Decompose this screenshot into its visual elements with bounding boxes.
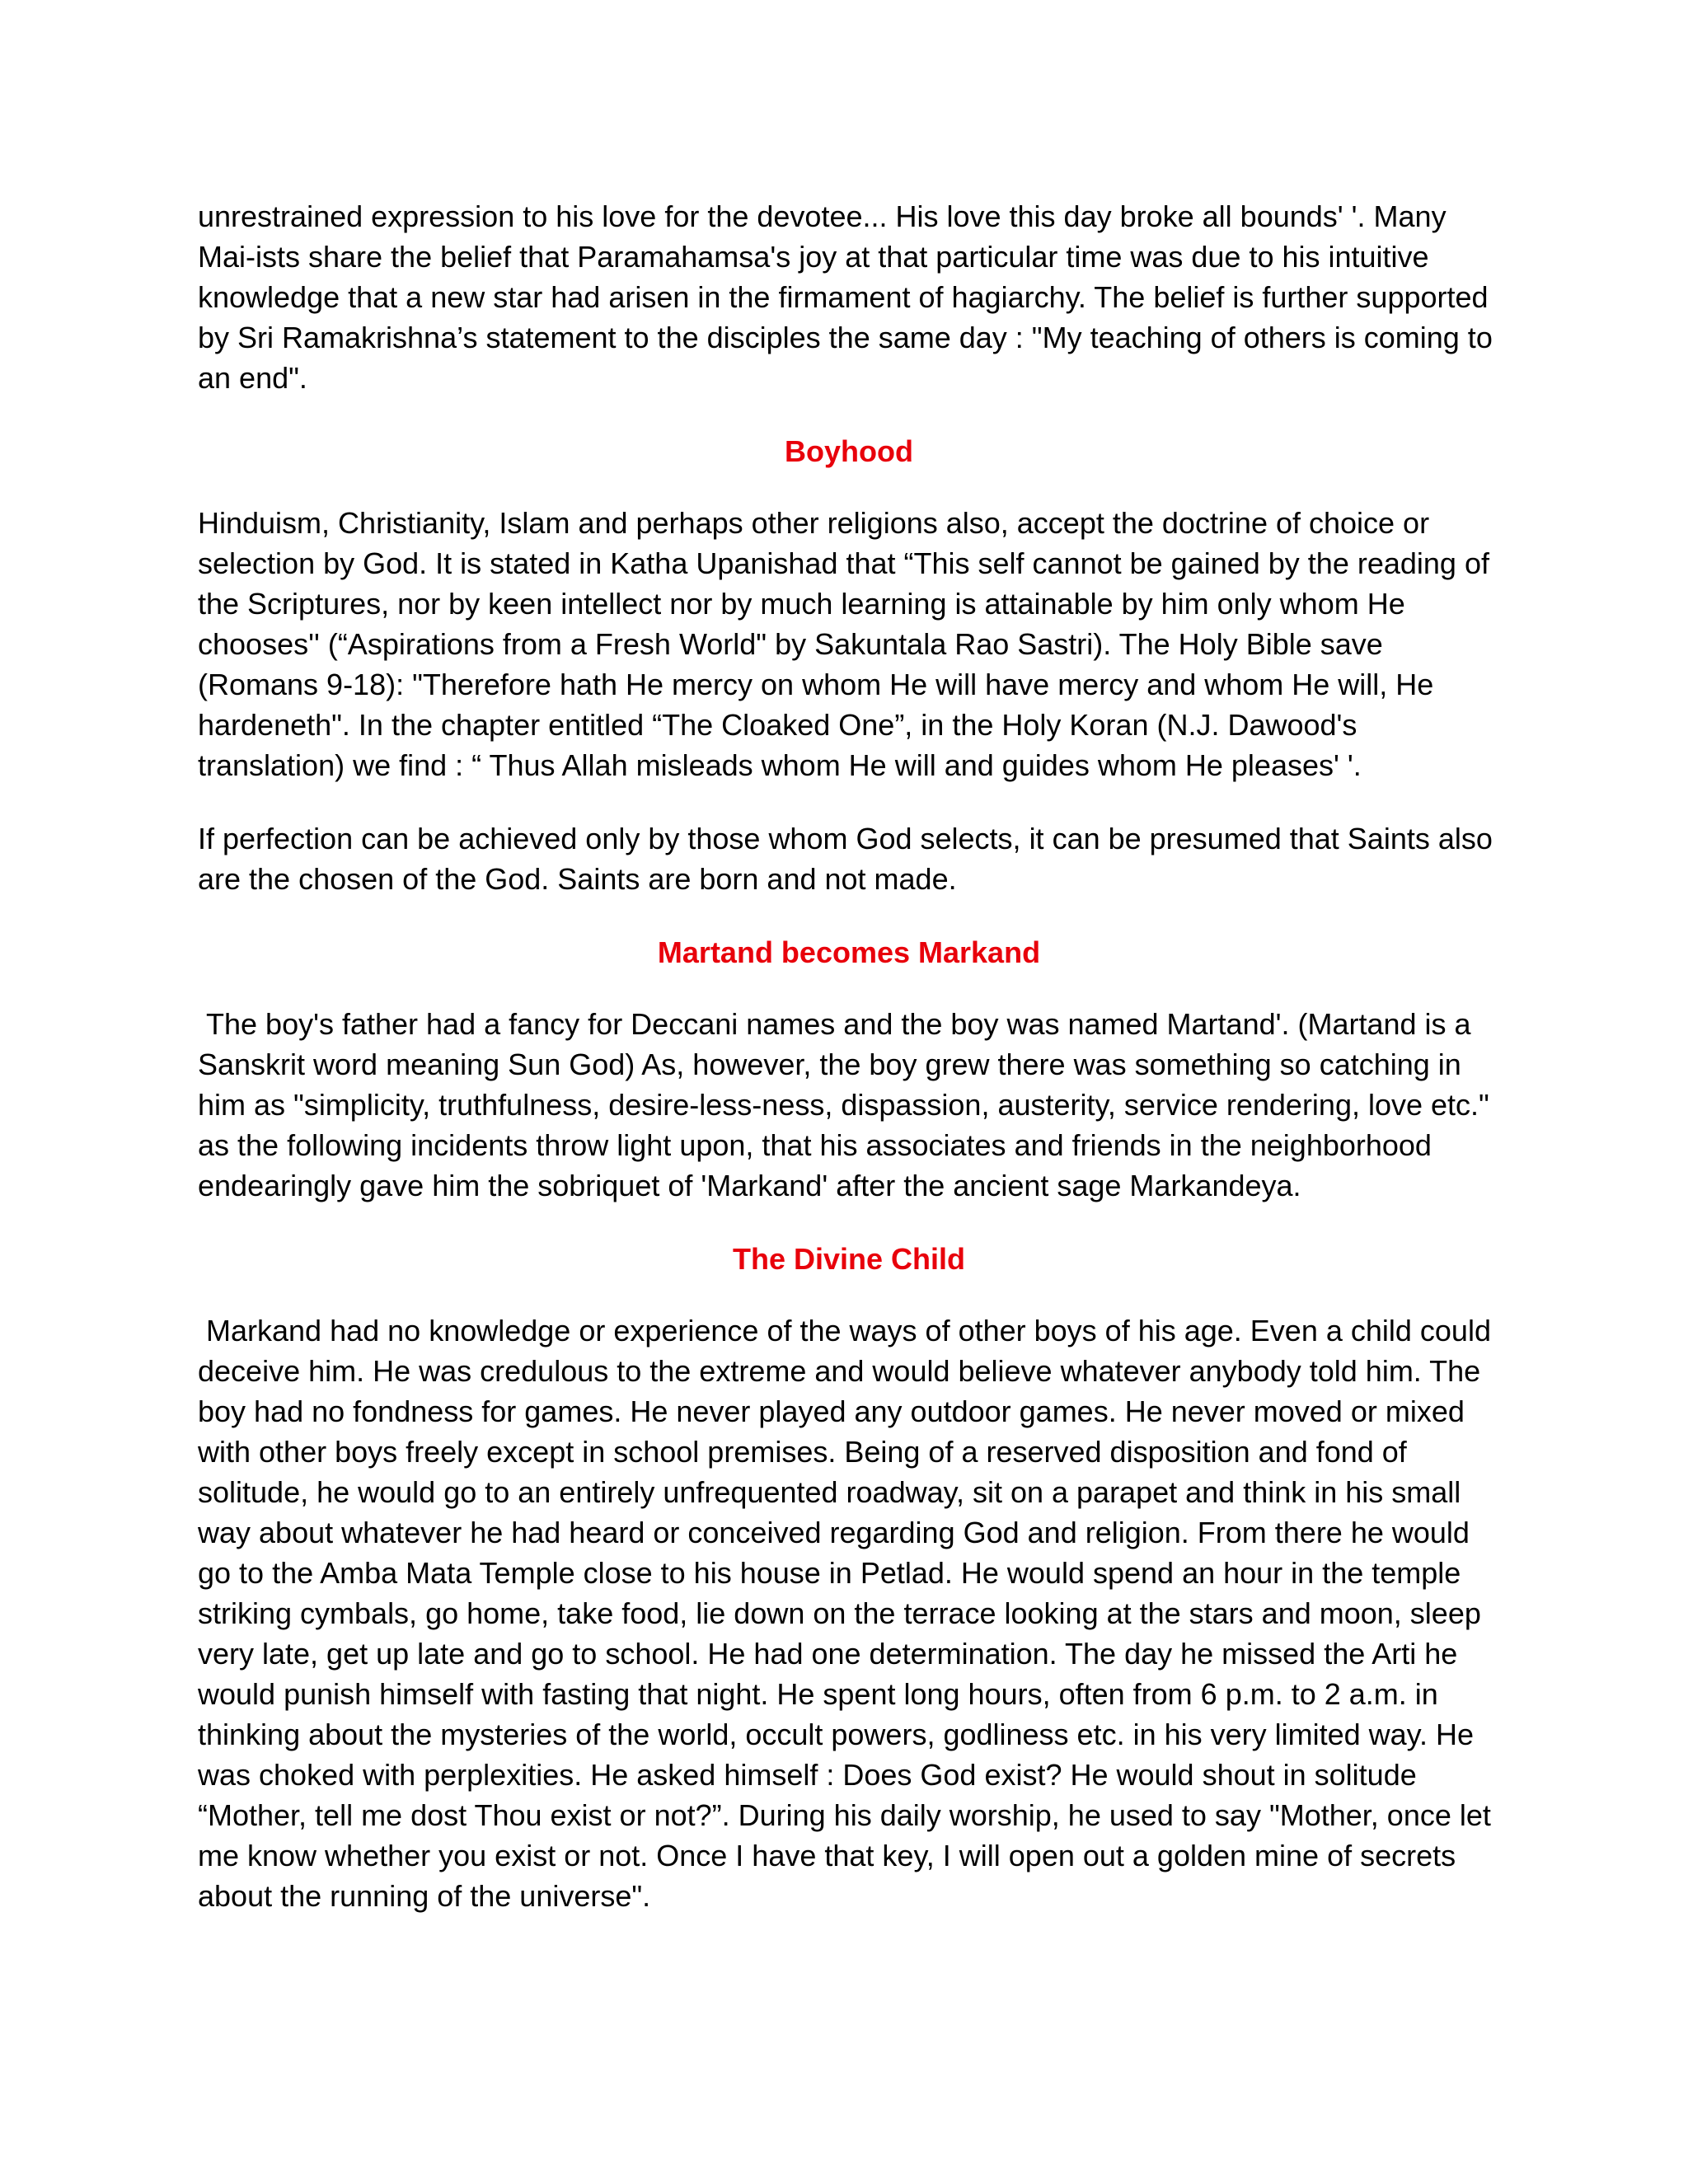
- section-heading-martand: Martand becomes Markand: [657, 935, 1041, 969]
- document-page: [198, 196, 1500, 1949]
- paragraph-divine-child: Markand had no knowledge or experience of the ways of other boys of his age. Even a child could deceive him. He was credulous to the extreme and would believe whatever anybody told him. The boy had no fondness for games. He never played any outdoor games. He never moved or mixed with other boys freely except in school premises. Being of a reserved disposition and fond of solitude, he would go to an entirely unfrequented roadway, sit on a parapet and think in his small way about whatever he had heard or conceived regarding God and religion. From there he would go to the Amba Mata Temple close to his house in Petlad. He would spend an hour in the temple striking cymbals, go home, take food, lie down on the terrace looking at the stars and moon, sleep very late, get up late and go to school. He had one determination. The day he missed the Arti he would punish himself with fasting that night. He spent long hours, often from 6 p.m. to 2 a.m. in thinking about the mysteries of the world, occult powers, godliness etc. in his very limited way. He was choked with perplexities. He asked himself : Does God exist? He would shout in solitude “Mother, tell me dost Thou exist or not?”. During his daily worship, he used to say "Mother, once let me know whether you exist or not. Once I have that key, I will open out a golden mine of secrets about the running of the universe".: [198, 1314, 1499, 1913]
- paragraph-martand: The boy's father had a fancy for Deccani names and the boy was named Martand'. (Martand is a Sanskrit word meaning Sun God) As, however, the boy grew there was something so catching in him as "simplicity, truthfulness, desire-less-ness, dispassion, austerity, service rendering, love etc." as the following incidents throw light upon, that his associates and friends in the neighborhood endearingly gave him the sobriquet of 'Markand' after the ancient sage Markandeya.: [198, 1007, 1498, 1202]
- paragraph-boyhood-saints: If perfection can be achieved only by those whom God selects, it can be presumed that Saints also are the chosen of the God. Saints are born and not made.: [198, 822, 1493, 896]
- paragraph-intro: unrestrained expression to his love for the devotee... His love this day broke all bounds' '. Many Mai-ists share the belief that Paramahamsa's joy at that particular time was due to his intuitive knowledge that a new star had arisen in the firmament of hagiarchy. The belief is further supported by Sri Ramakrishna’s statement to the disciples the same day : "My teaching of others is coming to an end".: [198, 199, 1493, 395]
- section-heading-divine-child: The Divine Child: [732, 1242, 966, 1276]
- paragraph-boyhood-doctrine: Hinduism, Christianity, Islam and perhaps other religions also, accept the doctrine of choice or selection by God. It is stated in Katha Upanishad that “This self cannot be gained by the reading of the Scriptures, nor by keen intellect nor by much learning is attainable by him only whom He chooses'' (“Aspirations from a Fresh World" by Sakuntala Rao Sastri). The Holy Bible save (Romans 9-18): "Therefore hath He mercy on whom He will have mercy and whom He will, He hardeneth". In the chapter entitled “The Cloaked One”, in the Holy Koran (N.J. Dawood's translation) we find : “ Thus Allah misleads whom He will and guides whom He pleases' '.: [198, 506, 1489, 782]
- section-heading-boyhood: Boyhood: [785, 434, 913, 468]
